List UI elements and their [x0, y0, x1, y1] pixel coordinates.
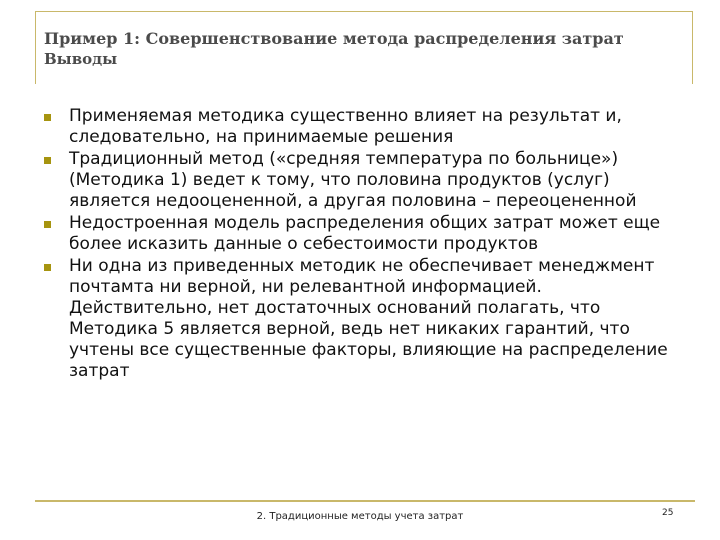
page-number: 25	[662, 508, 674, 518]
footer-text: 2. Традиционные методы учета затрат	[256, 511, 464, 522]
square-bullet-icon	[44, 157, 51, 164]
bullet-item-3	[44, 213, 684, 255]
bullet-list	[44, 106, 684, 383]
bullet-text-3: Недостроенная модель распределения общих затрат может еще более исказить данные о себестоимости продуктов	[69, 213, 661, 254]
bullet-text-2: Традиционный метод («средняя температура по больнице») (Методика 1) ведет к тому, что половина продуктов (услуг) является недооцененной, а другая половина – переоцененной	[69, 149, 637, 211]
slide-title	[44, 28, 684, 70]
bullet-item-2	[44, 149, 684, 212]
bullet-item-4	[44, 256, 684, 382]
title-line-1: Пример 1: Совершенствование метода распределения затрат	[44, 29, 624, 48]
title-line-2: Выводы	[44, 50, 118, 68]
square-bullet-icon	[44, 114, 51, 121]
bullet-item-1	[44, 106, 684, 148]
square-bullet-icon	[44, 264, 51, 271]
bullet-text-4: Ни одна из приведенных методик не обеспечивает менеджмент почтамта ни верной, ни релевантной информацией. Действительно, нет достаточных оснований полагать, что Методика 5 является верной, ведь нет никаких гарантий, что учтены все существенные факторы, влияющие на распределение затрат	[69, 256, 668, 381]
bullet-text-1: Применяемая методика существенно влияет на результат и, следовательно, на принимаемые решения	[69, 106, 622, 147]
square-bullet-icon	[44, 221, 51, 228]
footer-divider	[35, 500, 695, 502]
